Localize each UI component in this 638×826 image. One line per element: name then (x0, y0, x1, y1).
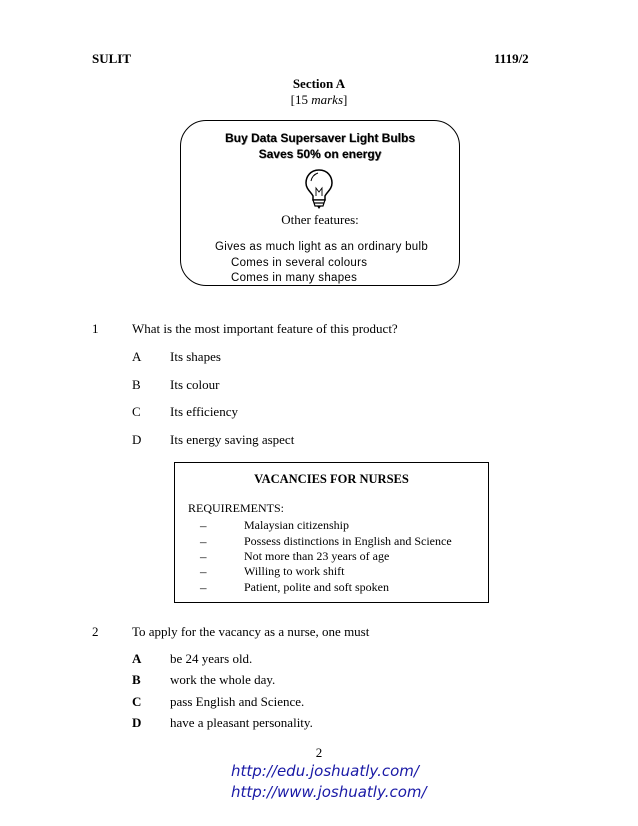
requirement-item: Willing to work shift (244, 564, 345, 578)
question-text: To apply for the vacancy as a nurse, one must (132, 624, 370, 639)
requirement-item: Malaysian citizenship (244, 518, 349, 532)
section-marks: [15 marks] (290, 92, 348, 107)
list-dash: – (200, 580, 207, 595)
option-text: be 24 years old. (170, 651, 253, 666)
option-letter: A (132, 651, 142, 666)
feature-item: Comes in many shapes (231, 272, 358, 284)
requirement-item: Patient, polite and soft spoken (244, 580, 389, 594)
page-number: 2 (315, 745, 323, 760)
feature-item: Comes in several colours (231, 257, 368, 269)
requirements-label: REQUIREMENTS: (188, 501, 284, 515)
option-letter: B (132, 377, 141, 392)
option-text: Its colour (170, 377, 220, 392)
list-dash: – (200, 564, 207, 579)
question-text: What is the most important feature of this product? (132, 321, 398, 336)
light-bulb-icon (303, 168, 335, 210)
question-number: 2 (92, 624, 99, 639)
option-text: have a pleasant personality. (170, 715, 313, 730)
option-letter: C (132, 694, 142, 709)
question-number: 1 (92, 321, 99, 336)
advert-subtitle: Saves 50% on energy (258, 147, 382, 161)
option-text: Its energy saving aspect (170, 432, 295, 447)
option-text: Its shapes (170, 349, 221, 364)
option-text: work the whole day. (170, 672, 276, 687)
option-letter: D (132, 432, 142, 447)
option-letter: A (132, 349, 142, 364)
header-right: 1119/2 (494, 51, 529, 66)
option-text: pass English and Science. (170, 694, 305, 709)
list-dash: – (200, 549, 207, 564)
advert-title: Buy Data Supersaver Light Bulbs (224, 131, 416, 145)
section-title: Section A (292, 76, 346, 91)
footer-link[interactable]: http://edu.joshuatly.com/ (231, 762, 419, 780)
feature-item: Gives as much light as an ordinary bulb (215, 241, 429, 253)
vacancy-title: VACANCIES FOR NURSES (254, 472, 409, 486)
option-text: Its efficiency (170, 404, 238, 419)
requirement-item: Not more than 23 years of age (244, 549, 390, 563)
option-letter: D (132, 715, 142, 730)
option-letter: B (132, 672, 141, 687)
list-dash: – (200, 518, 207, 533)
requirement-item: Possess distinctions in English and Science (244, 534, 452, 548)
footer-link[interactable]: http://www.joshuatly.com/ (231, 783, 427, 801)
list-dash: – (200, 534, 207, 549)
other-features-label: Other features: (281, 212, 359, 227)
header-left: SULIT (92, 51, 132, 66)
option-letter: C (132, 404, 141, 419)
